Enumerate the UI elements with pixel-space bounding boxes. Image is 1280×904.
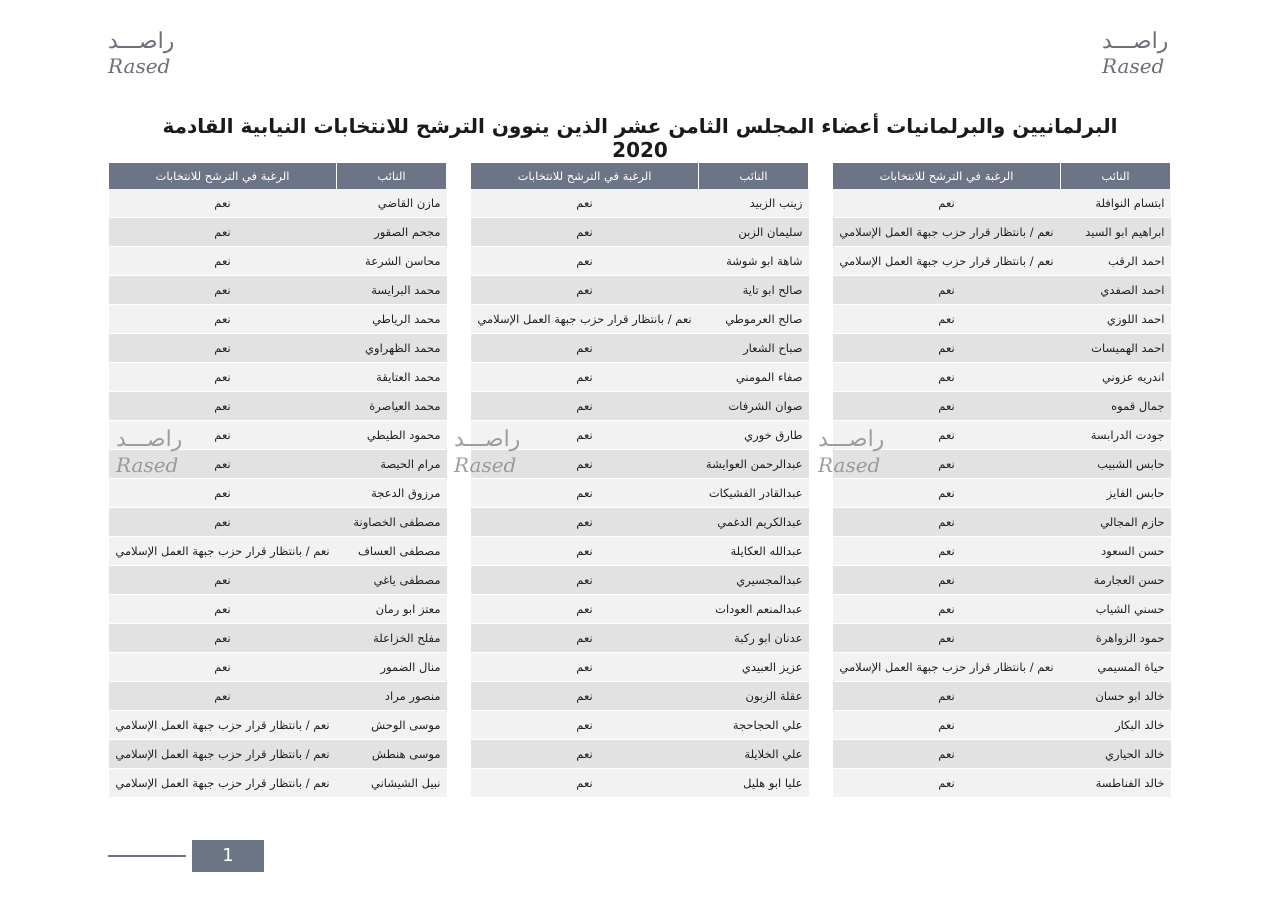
mp-name-cell: ابتسام النوافلة: [1061, 189, 1171, 218]
candidacy-cell: نعم: [833, 305, 1061, 334]
mp-name-cell: محاسن الشرعة: [337, 247, 447, 276]
table-row: [471, 392, 809, 421]
mp-name-cell: صوان الشرفات: [699, 392, 809, 421]
candidacy-cell: نعم: [109, 624, 337, 653]
candidacy-cell: نعم: [833, 479, 1061, 508]
candidacy-cell: نعم: [471, 711, 699, 740]
table-row: [833, 711, 1171, 740]
mp-name-cell: عبدالمنعم العودات: [699, 595, 809, 624]
table-row: [833, 276, 1171, 305]
table-row: [471, 711, 809, 740]
mp-name-cell: عبدالكريم الدغمي: [699, 508, 809, 537]
candidacy-cell: نعم: [471, 334, 699, 363]
candidacy-cell: نعم: [109, 218, 337, 247]
candidacy-cell: نعم: [109, 595, 337, 624]
mp-name-cell: منصور مراد: [337, 682, 447, 711]
mp-name-cell: مرام الحيصة: [337, 450, 447, 479]
candidacy-cell: نعم / بانتظار قرار حزب جبهة العمل الإسلامي: [109, 740, 337, 769]
table-header-row: [471, 163, 809, 189]
candidacy-cell: نعم / بانتظار قرار حزب جبهة العمل الإسلامي: [833, 247, 1061, 276]
mp-name-cell: خالد البكار: [1061, 711, 1171, 740]
candidacy-cell: نعم: [833, 595, 1061, 624]
mp-name-cell: ابراهيم ابو السيد: [1061, 218, 1171, 247]
mp-name-cell: حابس الشبيب: [1061, 450, 1171, 479]
table-row: [109, 247, 447, 276]
candidacy-cell: نعم: [471, 740, 699, 769]
logo-latin: Rased: [1102, 54, 1165, 78]
mp-name-cell: جمال قموه: [1061, 392, 1171, 421]
table-row: [833, 392, 1171, 421]
mp-name-cell: معتز ابو رمان: [337, 595, 447, 624]
mp-name-cell: احمد الهميسات: [1061, 334, 1171, 363]
table-row: [109, 218, 447, 247]
table-row: [471, 537, 809, 566]
mp-name-cell: مرزوق الدعجة: [337, 479, 447, 508]
candidacy-cell: نعم: [833, 537, 1061, 566]
mp-name-cell: عزيز العبيدي: [699, 653, 809, 682]
candidacy-cell: نعم: [833, 508, 1061, 537]
table-row: [109, 479, 447, 508]
column-header-name: النائب: [1061, 163, 1171, 189]
candidacy-cell: نعم / بانتظار قرار حزب جبهة العمل الإسلامي: [833, 653, 1061, 682]
column-header-wish: الرغبة في الترشح للانتخابات: [109, 163, 337, 189]
table-row: [471, 479, 809, 508]
candidacy-cell: نعم: [109, 682, 337, 711]
watermark-arabic: راصـــد: [818, 427, 885, 452]
table-row: [471, 595, 809, 624]
watermark-latin: Rased: [116, 453, 179, 477]
mp-name-cell: مصطفى العساف: [337, 537, 447, 566]
table-row: [833, 363, 1171, 392]
mp-name-cell: محمد الظهراوي: [337, 334, 447, 363]
candidacy-cell: نعم: [109, 334, 337, 363]
column-header-wish: الرغبة في الترشح للانتخابات: [471, 163, 699, 189]
mp-name-cell: خالد الحياري: [1061, 740, 1171, 769]
candidacy-cell: نعم: [109, 189, 337, 218]
candidacy-cell: نعم: [833, 566, 1061, 595]
mp-name-cell: موسى هنطش: [337, 740, 447, 769]
candidacy-cell: نعم: [109, 392, 337, 421]
mp-name-cell: شاهة ابو شوشة: [699, 247, 809, 276]
mp-name-cell: طارق خوري: [699, 421, 809, 450]
table-row: [833, 769, 1171, 798]
candidacy-cell: نعم: [109, 653, 337, 682]
candidacy-cell: نعم: [833, 421, 1061, 450]
mp-name-cell: خالد ابو حسان: [1061, 682, 1171, 711]
table-row: [471, 508, 809, 537]
rased-logo-right: [1102, 30, 1192, 78]
table-row: [471, 189, 809, 218]
table-row: [833, 740, 1171, 769]
column-header-name: النائب: [699, 163, 809, 189]
watermark-arabic: راصـــد: [116, 427, 183, 452]
candidacy-cell: نعم: [833, 189, 1061, 218]
mp-name-cell: مصطفى الخصاونة: [337, 508, 447, 537]
table-row: [833, 537, 1171, 566]
candidacy-cell: نعم / بانتظار قرار حزب جبهة العمل الإسلامي: [109, 769, 337, 798]
mp-name-cell: عبدالله العكايلة: [699, 537, 809, 566]
candidacy-cell: نعم: [833, 363, 1061, 392]
candidacy-cell: نعم: [833, 769, 1061, 798]
table-row: [109, 740, 447, 769]
mp-name-cell: حابس الفايز: [1061, 479, 1171, 508]
mp-name-cell: خالد الفناطسة: [1061, 769, 1171, 798]
mp-name-cell: حمود الزواهرة: [1061, 624, 1171, 653]
mp-name-cell: احمد الرقب: [1061, 247, 1171, 276]
watermark-latin: Rased: [454, 453, 517, 477]
candidacy-cell: نعم: [109, 479, 337, 508]
column-header-name: النائب: [337, 163, 447, 189]
table-row: [833, 508, 1171, 537]
mp-name-cell: حسن السعود: [1061, 537, 1171, 566]
table-row: [109, 566, 447, 595]
candidacy-cell: نعم: [471, 392, 699, 421]
mp-name-cell: نبيل الشيشاني: [337, 769, 447, 798]
mp-name-cell: حياة المسيمي: [1061, 653, 1171, 682]
table-row: [833, 566, 1171, 595]
candidacy-cell: نعم: [471, 682, 699, 711]
table-row: [471, 334, 809, 363]
mp-name-cell: محمود الطيطي: [337, 421, 447, 450]
mp-table-left: [108, 163, 447, 798]
candidacy-cell: نعم: [471, 479, 699, 508]
page-title: البرلمانيين والبرلمانيات أعضاء المجلس الثامن عشر الذين ينوون الترشح للانتخابات النيابية القادمة 2020: [162, 114, 1118, 162]
table-row: [471, 624, 809, 653]
table-row: [109, 305, 447, 334]
mp-name-cell: مازن القاضي: [337, 189, 447, 218]
table-row: [833, 189, 1171, 218]
logo-arabic: راصـــد: [108, 29, 175, 54]
mp-name-cell: زينب الزبيد: [699, 189, 809, 218]
candidacy-cell: نعم: [109, 276, 337, 305]
mp-name-cell: عدنان ابو ركبة: [699, 624, 809, 653]
mp-name-cell: جودت الدرابسة: [1061, 421, 1171, 450]
mp-name-cell: مفلح الخزاعلة: [337, 624, 447, 653]
candidacy-cell: نعم: [471, 769, 699, 798]
column-header-wish: الرغبة في الترشح للانتخابات: [833, 163, 1061, 189]
table-row: [109, 537, 447, 566]
candidacy-cell: نعم: [109, 421, 337, 450]
mp-name-cell: صباح الشعار: [699, 334, 809, 363]
table-row: [833, 624, 1171, 653]
table-row: [471, 653, 809, 682]
mp-name-cell: سليمان الزبن: [699, 218, 809, 247]
mp-name-cell: محمد العياصرة: [337, 392, 447, 421]
watermark-latin: Rased: [818, 453, 881, 477]
footer-rule: [108, 855, 186, 857]
table-row: [109, 595, 447, 624]
table-row: [471, 305, 809, 334]
candidacy-cell: نعم: [833, 740, 1061, 769]
mp-name-cell: حسني الشياب: [1061, 595, 1171, 624]
candidacy-cell: نعم: [471, 247, 699, 276]
candidacy-cell: نعم: [109, 305, 337, 334]
candidacy-cell: نعم / بانتظار قرار حزب جبهة العمل الإسلامي: [109, 537, 337, 566]
candidacy-cell: نعم: [109, 566, 337, 595]
candidacy-cell: نعم: [471, 363, 699, 392]
table-row: [109, 392, 447, 421]
mp-name-cell: منال الضمور: [337, 653, 447, 682]
logo-arabic: راصـــد: [1102, 29, 1169, 54]
mp-name-cell: مصطفى ياغي: [337, 566, 447, 595]
page-number: 1: [192, 840, 264, 872]
table-row: [833, 247, 1171, 276]
table-row: [471, 740, 809, 769]
mp-name-cell: عقلة الزبون: [699, 682, 809, 711]
mp-table-right: [832, 163, 1171, 798]
mp-name-cell: صالح العرموطي: [699, 305, 809, 334]
mp-name-cell: عبدالمجسيري: [699, 566, 809, 595]
mp-name-cell: مجحم الصقور: [337, 218, 447, 247]
table-row: [109, 624, 447, 653]
table-row: [471, 363, 809, 392]
candidacy-cell: نعم: [833, 624, 1061, 653]
candidacy-cell: نعم: [471, 276, 699, 305]
candidacy-cell: نعم: [833, 392, 1061, 421]
rased-watermark: [116, 428, 182, 478]
table-header-row: [109, 163, 447, 189]
table-row: [471, 566, 809, 595]
table-header-row: [833, 163, 1171, 189]
mp-name-cell: اندريه عزوني: [1061, 363, 1171, 392]
rased-watermark: [454, 428, 520, 478]
rased-watermark: [818, 428, 884, 478]
candidacy-cell: نعم: [471, 450, 699, 479]
table-row: [109, 769, 447, 798]
candidacy-cell: نعم: [833, 450, 1061, 479]
table-row: [109, 508, 447, 537]
candidacy-cell: نعم: [833, 334, 1061, 363]
candidacy-cell: نعم / بانتظار قرار حزب جبهة العمل الإسلامي: [833, 218, 1061, 247]
table-row: [109, 711, 447, 740]
candidacy-cell: نعم / بانتظار قرار حزب جبهة العمل الإسلامي: [109, 711, 337, 740]
table-row: [471, 450, 809, 479]
mp-table-middle: [470, 163, 809, 798]
candidacy-cell: نعم: [833, 276, 1061, 305]
mp-name-cell: احمد الصفدي: [1061, 276, 1171, 305]
table-row: [833, 334, 1171, 363]
candidacy-cell: نعم: [833, 682, 1061, 711]
candidacy-cell: نعم: [833, 711, 1061, 740]
candidacy-cell: نعم: [471, 653, 699, 682]
candidacy-cell: نعم: [471, 566, 699, 595]
table-row: [109, 189, 447, 218]
table-row: [109, 682, 447, 711]
candidacy-cell: نعم: [471, 508, 699, 537]
table-row: [833, 595, 1171, 624]
mp-name-cell: علي الخلايلة: [699, 740, 809, 769]
table-row: [471, 276, 809, 305]
table-row: [109, 363, 447, 392]
mp-name-cell: عبدالرحمن العوايشة: [699, 450, 809, 479]
candidacy-cell: نعم: [471, 624, 699, 653]
mp-name-cell: صفاء المومني: [699, 363, 809, 392]
mp-name-cell: علي الحجاحجة: [699, 711, 809, 740]
candidacy-cell: نعم: [109, 247, 337, 276]
candidacy-cell: نعم: [471, 189, 699, 218]
candidacy-cell: نعم: [471, 595, 699, 624]
table-row: [471, 247, 809, 276]
table-row: [833, 682, 1171, 711]
candidacy-cell: نعم: [109, 363, 337, 392]
mp-name-cell: احمد اللوزي: [1061, 305, 1171, 334]
table-row: [109, 334, 447, 363]
table-row: [471, 682, 809, 711]
table-row: [471, 421, 809, 450]
table-row: [833, 305, 1171, 334]
table-row: [109, 653, 447, 682]
mp-name-cell: عبدالقادر الفشيكات: [699, 479, 809, 508]
candidacy-cell: نعم / بانتظار قرار حزب جبهة العمل الإسلامي: [471, 305, 699, 334]
table-row: [833, 479, 1171, 508]
watermark-arabic: راصـــد: [454, 427, 521, 452]
table-row: [471, 218, 809, 247]
mp-name-cell: موسى الوحش: [337, 711, 447, 740]
candidacy-cell: نعم: [109, 450, 337, 479]
mp-name-cell: عليا ابو هليل: [699, 769, 809, 798]
logo-latin: Rased: [108, 54, 171, 78]
candidacy-cell: نعم: [109, 508, 337, 537]
table-row: [109, 276, 447, 305]
mp-name-cell: صالح ابو تاية: [699, 276, 809, 305]
mp-name-cell: محمد البرايسة: [337, 276, 447, 305]
table-row: [833, 653, 1171, 682]
rased-logo-left: [108, 30, 198, 78]
mp-name-cell: حسن العجارمة: [1061, 566, 1171, 595]
table-row: [833, 218, 1171, 247]
candidacy-cell: نعم: [471, 421, 699, 450]
candidacy-cell: نعم: [471, 537, 699, 566]
mp-name-cell: حازم المجالي: [1061, 508, 1171, 537]
candidacy-cell: نعم: [471, 218, 699, 247]
mp-name-cell: محمد العتايقة: [337, 363, 447, 392]
table-row: [471, 769, 809, 798]
mp-name-cell: محمد الرياطي: [337, 305, 447, 334]
